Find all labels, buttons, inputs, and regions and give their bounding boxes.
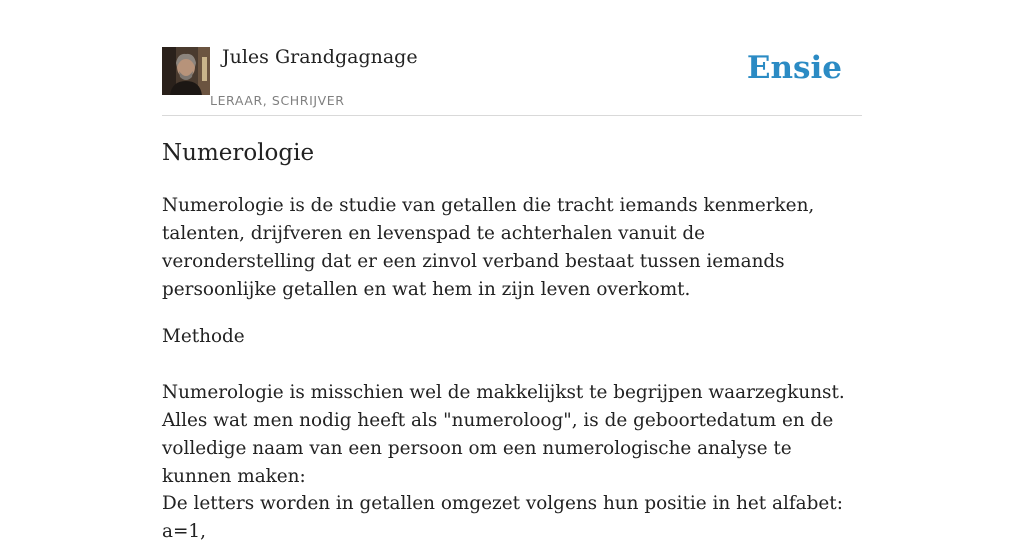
article-intro: Numerologie is de studie van getallen die tracht iemands kenmerken, talenten, drijfveren en levenspad te achterhalen vanuit de veronderstelling dat er een zinvol verband bestaat tussen iemands persoonlijke getallen en wat hem in zijn leven overkomt. xyxy=(162,195,815,300)
brand-logo[interactable]: Ensie xyxy=(746,50,842,86)
article-container xyxy=(162,0,862,542)
section-heading: Methode xyxy=(162,326,245,347)
method-paragraph: Numerologie is misschien wel de makkelijkst te begrijpen waarzegkunst. Alles wat men nodig heeft als "numeroloog", is de geboortedatum en de volledige naam van een persoon om een numerologische analyse te kunnen maken: xyxy=(162,382,845,487)
author-avatar[interactable] xyxy=(162,47,210,95)
article-title: Numerologie xyxy=(162,140,315,166)
avatar-portrait-icon xyxy=(162,47,210,95)
author-role: LERAAR, SCHRIJVER xyxy=(210,93,345,108)
author-header xyxy=(162,0,862,116)
letters-paragraph: De letters worden in getallen omgezet volgens hun positie in het alfabet: a=1, xyxy=(162,493,843,542)
author-name[interactable]: Jules Grandgagnage xyxy=(222,46,418,68)
